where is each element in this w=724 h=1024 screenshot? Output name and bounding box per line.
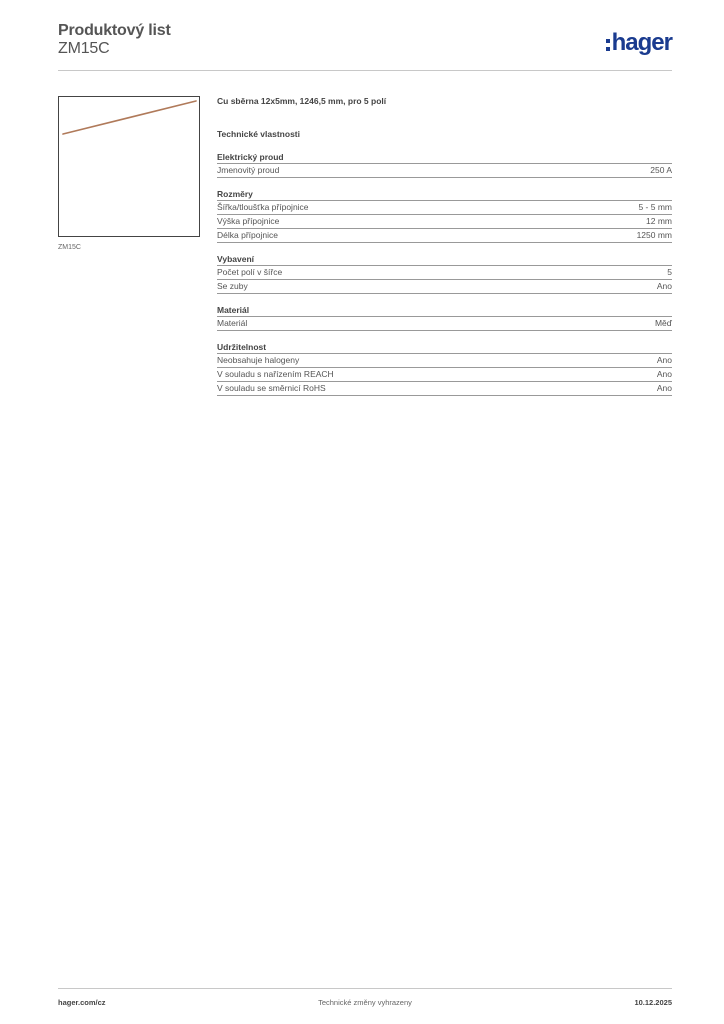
spec-value: 5 - 5 mm — [638, 202, 672, 212]
image-caption: ZM15C — [58, 244, 81, 251]
spec-label: Se zuby — [217, 281, 248, 291]
spec-value: Ano — [656, 369, 672, 379]
group-heading: Vybavení — [217, 253, 672, 266]
spec-value: Ano — [656, 355, 672, 365]
product-code: ZM15C — [58, 40, 110, 57]
spec-row — [217, 368, 672, 382]
spec-value: Ano — [656, 383, 672, 393]
spec-value: 5 — [667, 267, 672, 277]
logo-mark-icon — [606, 39, 610, 51]
footer-notice: Technické změny vyhrazeny — [318, 998, 412, 1007]
product-image — [58, 96, 200, 237]
section-title: Technické vlastnosti — [217, 129, 300, 139]
group-heading: Udržitelnost — [217, 341, 672, 354]
spec-label: Počet polí v šířce — [217, 267, 283, 277]
spec-value: 12 mm — [646, 216, 672, 226]
specification — [217, 96, 672, 396]
product-description: Cu sběrna 12x5mm, 1246,5 mm, pro 5 polí — [217, 96, 387, 106]
spec-label: Výška přípojnice — [217, 216, 280, 226]
spec-label: V souladu s nařízením REACH — [217, 369, 334, 379]
group-heading: Materiál — [217, 304, 672, 317]
spec-group — [217, 151, 672, 178]
page-title: Produktový list — [58, 22, 171, 39]
spec-groups — [217, 151, 672, 396]
spec-group — [217, 341, 672, 396]
spec-value: 1250 mm — [636, 230, 672, 240]
group-heading: Rozměry — [217, 188, 672, 201]
page-footer — [58, 988, 672, 1013]
spec-row — [217, 266, 672, 280]
spec-row — [217, 201, 672, 215]
spec-label: Jmenovitý proud — [217, 165, 280, 175]
group-heading: Elektrický proud — [217, 151, 672, 164]
spec-row — [217, 280, 672, 294]
spec-row — [217, 382, 672, 396]
page-header — [58, 22, 672, 71]
spec-group — [217, 188, 672, 243]
spec-row — [217, 229, 672, 243]
spec-row — [217, 317, 672, 331]
spec-group — [217, 304, 672, 331]
logo-text: hager — [611, 29, 672, 56]
spec-row — [217, 215, 672, 229]
footer-date: 10.12.2025 — [634, 998, 672, 1007]
spec-label: Délka přípojnice — [217, 230, 278, 240]
spec-label: Materiál — [217, 318, 248, 328]
spec-label: Neobsahuje halogeny — [217, 355, 300, 365]
spec-value: Měď — [654, 318, 672, 328]
hager-logo — [606, 30, 672, 56]
spec-label: V souladu se směrnicí RoHS — [217, 383, 326, 393]
spec-value: Ano — [656, 281, 672, 291]
spec-group — [217, 253, 672, 294]
footer-website: hager.com/cz — [58, 998, 106, 1007]
busbar-image — [59, 97, 199, 236]
spec-value: 250 A — [650, 165, 672, 175]
spec-row — [217, 354, 672, 368]
spec-row — [217, 164, 672, 178]
spec-label: Šířka/tloušťka přípojnice — [217, 202, 309, 212]
